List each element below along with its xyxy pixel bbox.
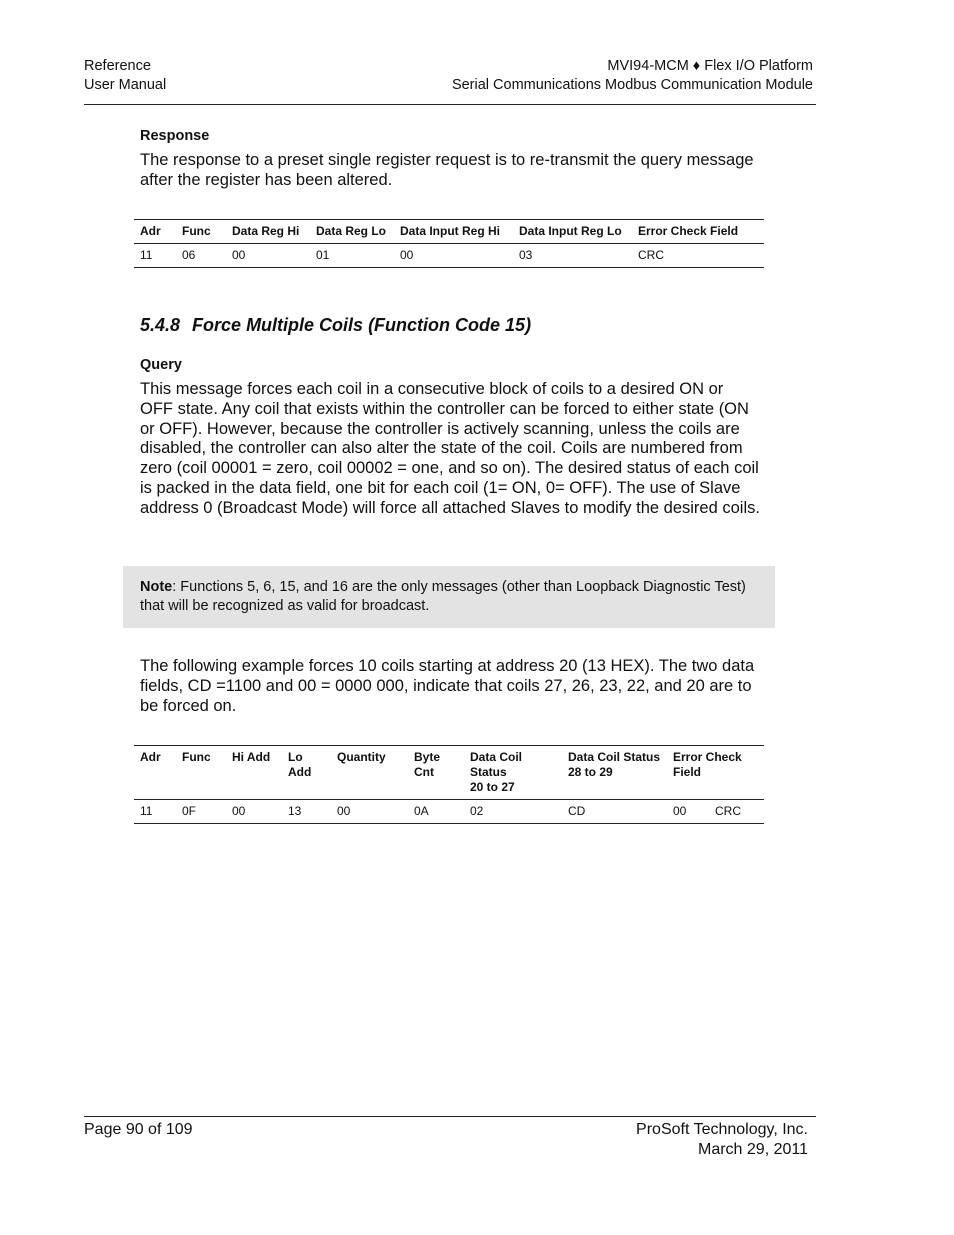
table-cell: 00 [673, 804, 687, 818]
footer-page-number: Page 90 of 109 [84, 1121, 193, 1138]
table-cell: CRC [715, 804, 741, 818]
col-func: Func [182, 224, 211, 238]
table-cell: 00 [400, 248, 414, 262]
table-cell: 00 [232, 804, 246, 818]
footer-date: March 29, 2011 [698, 1141, 808, 1158]
response-table [134, 219, 764, 268]
response-paragraph: The response to a preset single register request is to re-transmit the query message after the register has been altered. [140, 151, 754, 189]
col-data-reg-hi: Data Reg Hi [232, 224, 300, 238]
note-text [140, 578, 765, 616]
table-cell: 00 [232, 248, 246, 262]
section-number: 5.4.8 [140, 315, 181, 335]
header-product: MVI94-MCM ♦ Flex I/O Platform [607, 58, 813, 74]
query-paragraph: This message forces each coil in a consecutive block of coils to a desired ON or OFF state. Any coil that exists within the controller can be forced to either state (ON or OFF). However, because the controller is actively scanning, unless the coils are disabled, the controller can also alter the state of the coil. Coils are numbered from zero (coil 00001 = zero, coil 00002 = one, and so on). The desired status of each coil is packed in the data field, one bit for each coil (1= ON, 0= OFF). The use of Slave address 0 (Broadcast Mode) will force all attached Slaves to modify the desired coils. [140, 380, 760, 517]
header-divider [84, 104, 816, 105]
table-cell: 06 [182, 248, 196, 262]
table-cell: CD [568, 804, 586, 818]
coils-table-header-row [134, 746, 764, 800]
table-row [134, 244, 764, 268]
footer-right [636, 1120, 808, 1160]
example-paragraph: The following example forces 10 coils starting at address 20 (13 HEX). The two data fields, CD =1100 and 00 = 0000 000, indicate that coils 27, 26, 23, 22, and 20 are to be forced on. [140, 657, 755, 715]
table-cell: CRC [638, 248, 664, 262]
query-heading: Query [140, 357, 182, 373]
col-error-check-field: Error Check Field [638, 224, 739, 238]
table-cell: 11 [140, 248, 153, 262]
col-data-coil-status-20-27: Data Coil Status 20 to 27 [470, 750, 523, 794]
col-hi-add: Hi Add [232, 750, 271, 764]
col-byte-cnt: Byte Cnt [414, 750, 441, 779]
table-cell: 02 [470, 804, 484, 818]
table-cell: 0F [182, 804, 197, 818]
table-cell: 03 [519, 248, 533, 262]
col-adr: Adr [140, 750, 161, 764]
section-title [140, 314, 531, 336]
col-func: Func [182, 750, 211, 764]
col-error-check-field: Error Check Field [673, 750, 742, 779]
header-left [84, 57, 166, 95]
footer-divider [84, 1116, 816, 1117]
header-right [452, 57, 813, 95]
header-module: Serial Communications Modbus Communication Module [451, 77, 813, 93]
col-data-reg-lo: Data Reg Lo [316, 224, 387, 238]
header-user-manual: User Manual [84, 77, 167, 93]
col-adr: Adr [140, 224, 161, 238]
footer-company: ProSoft Technology, Inc. [636, 1121, 808, 1138]
table-cell: 11 [140, 804, 153, 818]
col-data-input-reg-lo: Data Input Reg Lo [519, 224, 622, 238]
table-cell: 00 [337, 804, 351, 818]
header-reference: Reference [84, 58, 151, 74]
response-table-header-row [134, 220, 764, 244]
col-lo-add: Lo Add [288, 750, 312, 779]
table-cell: 13 [288, 804, 302, 818]
col-data-input-reg-hi: Data Input Reg Hi [400, 224, 501, 238]
col-quantity: Quantity [337, 750, 386, 764]
table-row [134, 800, 764, 824]
table-cell: 0A [414, 804, 429, 818]
table-cell: 01 [316, 248, 330, 262]
col-data-coil-status-28-29: Data Coil Status 28 to 29 [568, 750, 661, 779]
note-label: Note [140, 579, 173, 595]
response-heading: Response [140, 128, 210, 144]
note-box [123, 566, 775, 628]
note-body: : Functions 5, 6, 15, and 16 are the only messages (other than Loopback Diagnostic Test) that will be recognized as valid for broadcast. [140, 579, 746, 614]
section-title-text: Force Multiple Coils (Function Code 15) [192, 315, 532, 335]
coils-table [134, 745, 764, 824]
